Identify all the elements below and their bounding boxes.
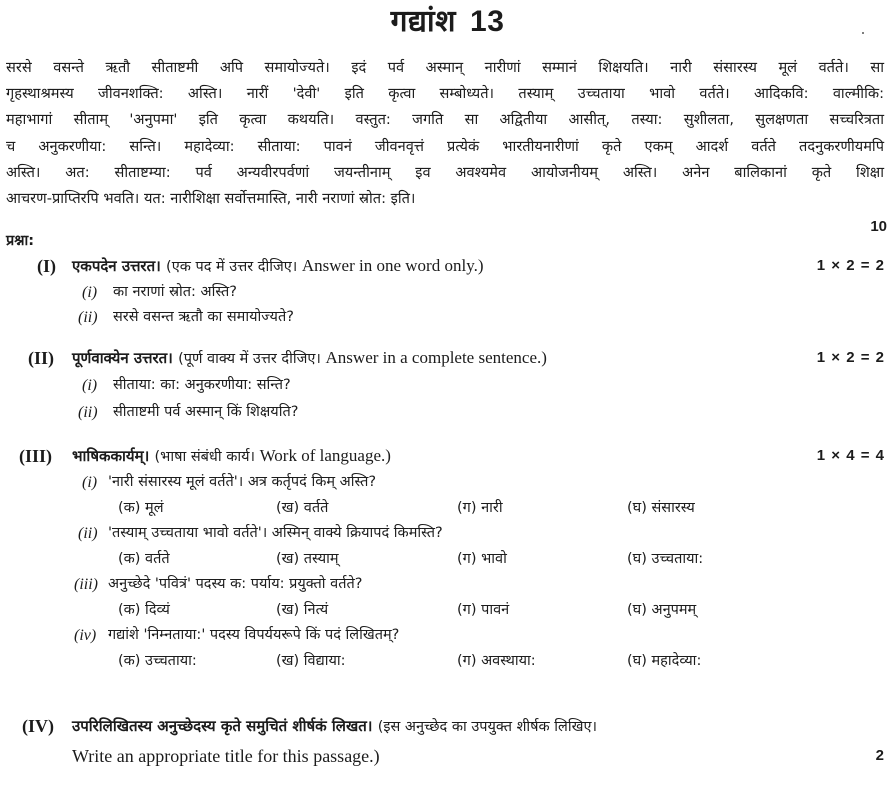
option-ga[interactable]: (ग) पावनं: [457, 602, 510, 618]
section-title-text: भाषिककार्यम्।: [72, 447, 150, 465]
title-label: गद्यांश: [390, 4, 457, 39]
section-header: [0, 252, 895, 280]
passage-line: महाभागां सीताम् 'अनुपमा' इति कृत्वा कथयति। वस्तुत: जगति सा अद्वितीया आसीत्, तस्या: सुशीलता, सुलक्षणता सच्चरित्रता: [6, 111, 884, 129]
section-hint: [154, 446, 391, 465]
section-roman: (II): [28, 348, 54, 368]
option-ka[interactable]: (क) मूलं: [118, 500, 164, 516]
question-number: (ii): [78, 309, 98, 326]
question-text: 'तस्याम् उच्चताया भावो वर्तते'। अस्मिन् वाक्ये क्रियापदं किमस्ति?: [108, 525, 443, 541]
options-row: [0, 648, 895, 674]
options-row: [0, 495, 895, 521]
section-hint-hi: (इस अनुच्छेद का उपयुक्त शीर्षक लिखिए।: [377, 719, 598, 735]
question-text: सीताष्टमी पर्व अस्मान् किं शिक्षयति?: [113, 404, 299, 420]
section-4: [0, 712, 895, 772]
section-hint-hi: (एक पद में उत्तर दीजिए।: [166, 259, 298, 275]
question-number: (iv): [74, 627, 97, 644]
section-hint-en: Answer in a complete sentence.): [325, 348, 547, 367]
section-title-text: उपरिलिखितस्य अनुच्छेदस्य कृते समुचितं शीर्षकं लिखत।: [72, 717, 373, 735]
section-roman: (I): [37, 256, 56, 276]
section-hint-en: Work of language.): [259, 446, 391, 465]
question: [0, 572, 895, 597]
option-kha[interactable]: (ख) विद्याया:: [276, 653, 346, 669]
passage-last-text: आचरण-प्राप्तिरपि भवति। यत: नारीशिक्षा सर्वोत्तमास्ति, नारी नराणां स्रोत: इति।: [6, 189, 416, 207]
section-title: [72, 344, 547, 373]
section-hint: [178, 348, 547, 367]
passage-line: च अनुकरणीया: सन्ति। महादेव्या: सीताया: पावनं जीवनवृत्तं प्रत्येकं भारतीयनारीणां कृते एकम् आदर्श वर्तते तदनुकरणीयमपि: [6, 137, 884, 155]
question-text: गद्यांशे 'निम्नताया:' पदस्य विपर्ययरूपे किं पदं लिखितम्?: [108, 627, 400, 643]
option-ka[interactable]: (क) वर्तते: [118, 551, 170, 567]
question-text: 'नारी संसारस्य मूलं वर्तते'। अत्र कर्तृपदं किम् अस्ति?: [108, 474, 377, 490]
option-ga[interactable]: (ग) नारी: [457, 500, 503, 516]
question-number: (i): [82, 377, 98, 394]
question-number: (ii): [78, 525, 98, 542]
section-hint-hi: (पूर्ण वाक्य में उत्तर दीजिए।: [178, 351, 321, 367]
section-marks: 1 × 2 = 2: [816, 257, 885, 274]
section-title: [72, 712, 597, 741]
question: [0, 521, 895, 546]
questions-heading: प्रश्ना:: [6, 233, 35, 249]
passage-line: गृहस्थाश्रमस्य जीवनशक्ति: अस्ति। नारीं 'देवी' इति कृत्वा सम्बोध्यते। तस्याम् उच्चताया भावो वर्तते। आदिकवि: वाल्मीकि:: [6, 85, 884, 103]
option-kha[interactable]: (ख) तस्याम्: [276, 551, 339, 567]
section-3: [0, 442, 895, 674]
options-row: [0, 597, 895, 623]
section-1: [0, 252, 895, 330]
question: [0, 280, 895, 305]
question-number: (iii): [74, 576, 98, 593]
option-gha[interactable]: (घ) अनुपमम्: [627, 602, 697, 618]
question-text: अनुच्छेदे 'पवित्रं' पदस्य क: पर्याय: प्रयुक्तो वर्तते?: [108, 576, 363, 592]
section-hint: [166, 256, 484, 275]
option-ga[interactable]: (ग) अवस्थाया:: [457, 653, 536, 669]
option-kha[interactable]: (ख) वर्तते: [276, 500, 329, 516]
section-header: [0, 344, 895, 372]
question: [0, 372, 895, 399]
section-title-text: एकपदेन उत्तरत।: [72, 257, 161, 275]
section-title-text: पूर्णवाक्येन उत्तरत।: [72, 349, 173, 367]
section-marks: 1 × 4 = 4: [816, 447, 885, 464]
title-number: 13: [470, 5, 505, 38]
option-gha[interactable]: (घ) उच्चताया:: [627, 551, 704, 567]
option-ka[interactable]: (क) दिव्यं: [118, 602, 170, 618]
passage: [6, 55, 884, 212]
passage-line: सरसे वसन्ते ऋतौ सीताष्टमी अपि समायोज्यते। इदं पर्व अस्मान् नारीणां सम्मानं शिक्षयति। नारी संसारस्य मूलं वर्तते। सा: [6, 59, 884, 76]
section-hint-line: [0, 740, 895, 772]
section-title: [72, 252, 484, 281]
section-marks: 1 × 2 = 2: [816, 349, 885, 366]
page-title: [0, 2, 895, 42]
option-gha[interactable]: (घ) संसारस्य: [627, 500, 695, 516]
question-number: (i): [82, 284, 98, 301]
passage-marks: 10: [870, 218, 887, 235]
question-text: का नराणां स्रोत: अस्ति?: [113, 284, 237, 300]
options-row: [0, 546, 895, 572]
section-hint-hi: (भाषा संबंधी कार्य।: [154, 449, 256, 465]
section-title: [72, 442, 391, 471]
option-ga[interactable]: (ग) भावो: [457, 551, 507, 567]
question-text: सीताया: का: अनुकरणीया: सन्ति?: [113, 377, 291, 393]
question: [0, 399, 895, 426]
section-hint-en: Answer in one word only.): [301, 256, 484, 275]
section-header: [0, 442, 895, 470]
section-marks: 2: [875, 747, 885, 764]
question: [0, 470, 895, 495]
section-header: [0, 712, 895, 740]
question: [0, 623, 895, 648]
question: [0, 305, 895, 330]
section-roman: (IV): [22, 716, 54, 736]
section-2: [0, 344, 895, 426]
option-gha[interactable]: (घ) महादेव्या:: [627, 653, 702, 669]
passage-line: अस्ति। अत: सीताष्टम्या: पर्व अन्यवीरपर्वणां जयन्तीनाम् इव अवश्यमेव आयोजनीयम् अस्ति। अनेन बालिकानां कृते शिक्षा: [6, 163, 884, 181]
question-number: (i): [82, 474, 98, 491]
section-hint-en: Write an appropriate title for this passage.): [72, 746, 380, 766]
question-number: (ii): [78, 404, 98, 421]
passage-line: [6, 186, 884, 212]
option-ka[interactable]: (क) उच्चताया:: [118, 653, 197, 669]
section-roman: (III): [19, 446, 53, 466]
question-text: सरसे वसन्त ऋतौ का समायोज्यते?: [113, 309, 294, 325]
option-kha[interactable]: (ख) नित्यं: [276, 602, 329, 618]
